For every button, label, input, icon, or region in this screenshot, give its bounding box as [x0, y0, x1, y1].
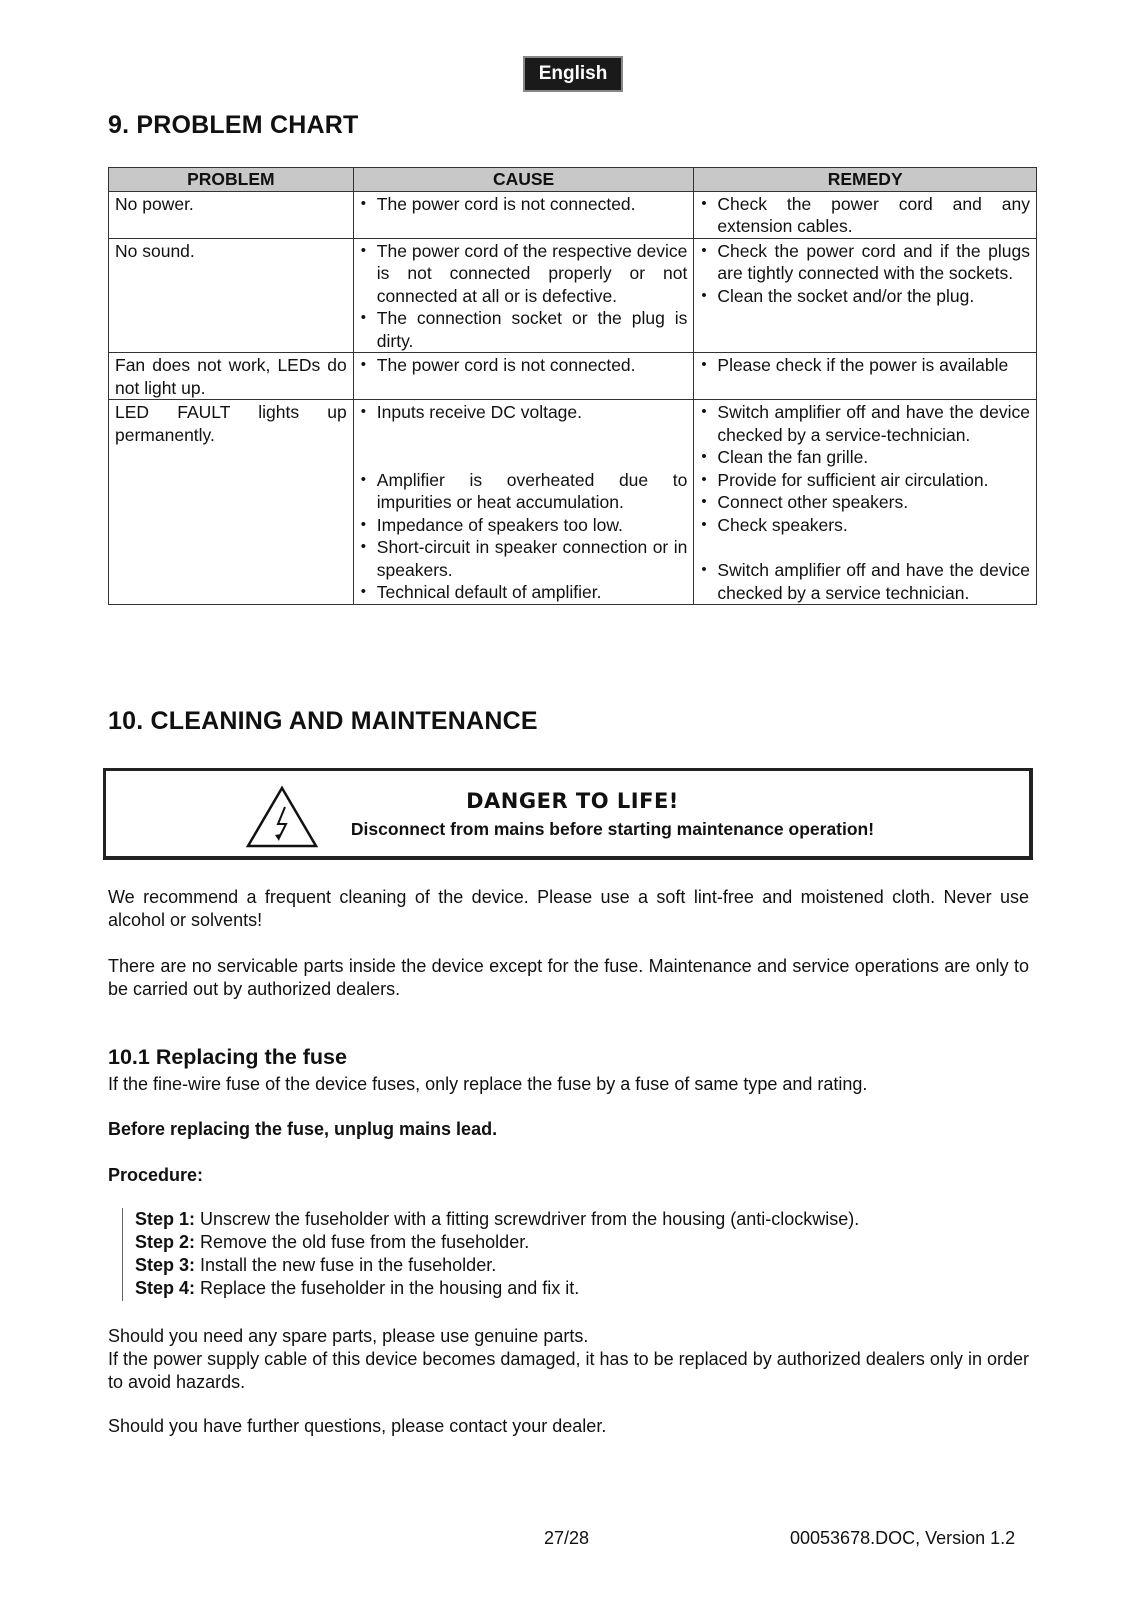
remedy-cell — [694, 353, 1037, 400]
step-label: Step 4: — [135, 1278, 196, 1298]
danger-title: DANGER TO LIFE! — [466, 789, 679, 813]
cause-cell — [353, 400, 694, 605]
table-header-row — [109, 168, 1037, 192]
problem-chart-table — [108, 167, 1037, 605]
step-item — [135, 1277, 1002, 1300]
cause-item: • The power cord is not connected. — [360, 193, 688, 216]
table-row — [109, 353, 1037, 400]
problem-cell: Fan does not work, LEDs do not light up. — [109, 353, 354, 400]
step-text: Remove the old fuse from the fuseholder. — [195, 1232, 530, 1252]
remedy-item: • Please check if the power is available — [700, 354, 1030, 377]
cause-item: • Technical default of amplifier. — [360, 581, 688, 604]
step-text: Unscrew the fuseholder with a fitting screwdriver from the housing (anti-clockwise). — [195, 1209, 860, 1229]
table-row — [109, 191, 1037, 238]
step-label: Step 3: — [135, 1255, 196, 1275]
procedure-label: Procedure: — [108, 1165, 204, 1185]
remedy-item: • Check the power cord and if the plugs are tightly connected with the sockets. — [700, 240, 1030, 285]
cleaning-paragraph: We recommend a frequent cleaning of the device. Please use a soft lint-free and moistened cloth. Never use alcohol or solvents! — [108, 887, 1029, 930]
problem-cell: LED FAULT lights up permanently. — [109, 400, 354, 605]
cause-cell — [353, 238, 694, 353]
fuse-intro: If the fine-wire fuse of the device fuses, only replace the fuse by a fuse of same type and rating. — [108, 1074, 868, 1094]
danger-warning-box — [103, 768, 1033, 860]
remedy-item: • Clean the socket and/or the plug. — [700, 285, 1030, 308]
power-cable-line: If the power supply cable of this device becomes damaged, it has to be replaced by authorized dealers only in order to avoid hazards. — [108, 1349, 1029, 1392]
language-badge: English — [523, 56, 623, 92]
remedy-item: • Provide for sufficient air circulation. — [700, 469, 1030, 492]
cause-cell — [353, 191, 694, 238]
cause-item: • The power cord of the respective device is not connected properly or not connected at all or is defective. — [360, 240, 688, 308]
problem-cell: No sound. — [109, 238, 354, 353]
fuse-heading: 10.1 Replacing the fuse — [108, 1045, 347, 1069]
problem-cell: No power. — [109, 191, 354, 238]
cause-item: • Impedance of speakers too low. — [360, 514, 688, 537]
remedy-item: • Check the power cord and any extension cables. — [700, 193, 1030, 238]
lightning-warning-icon — [245, 785, 319, 849]
procedure-steps — [122, 1208, 1002, 1301]
service-paragraph: There are no servicable parts inside the device except for the fuse. Maintenance and service operations are only to be carried out by authorized dealers. — [108, 956, 1029, 999]
step-item — [135, 1208, 1002, 1231]
spare-parts-line: Should you need any spare parts, please use genuine parts. — [108, 1326, 589, 1346]
page-number: 27/28 — [544, 1528, 590, 1548]
cause-item: • Amplifier is overheated due to impurities or heat accumulation. — [360, 469, 688, 514]
remedy-item: • Switch amplifier off and have the device checked by a service technician. — [700, 559, 1030, 604]
cause-item: • The power cord is not connected. — [360, 354, 688, 377]
questions-paragraph: Should you have further questions, please contact your dealer. — [108, 1416, 607, 1436]
step-item — [135, 1231, 1002, 1254]
cause-item: • Short-circuit in speaker connection or in speakers. — [360, 536, 688, 581]
step-item — [135, 1254, 1002, 1277]
remedy-item: • Connect other speakers. — [700, 491, 1030, 514]
step-text: Install the new fuse in the fuseholder. — [195, 1255, 497, 1275]
column-header-problem: PROBLEM — [109, 168, 354, 192]
step-label: Step 1: — [135, 1209, 196, 1229]
remedy-cell — [694, 191, 1037, 238]
table-row — [109, 400, 1037, 605]
step-text: Replace the fuseholder in the housing and fix it. — [195, 1278, 580, 1298]
remedy-cell — [694, 400, 1037, 605]
danger-text: Disconnect from mains before starting maintenance operation! — [350, 819, 875, 839]
table-row — [109, 238, 1037, 353]
cause-item: • The connection socket or the plug is dirty. — [360, 307, 688, 352]
spare-parts-paragraph — [108, 1325, 1029, 1394]
step-label: Step 2: — [135, 1232, 196, 1252]
remedy-item: • Check speakers. — [700, 514, 1030, 537]
column-header-remedy: REMEDY — [694, 168, 1037, 192]
remedy-item: • Clean the fan grille. — [700, 446, 1030, 469]
column-header-cause: CAUSE — [353, 168, 694, 192]
document-version: 00053678.DOC, Version 1.2 — [790, 1528, 1016, 1548]
cause-item: • Inputs receive DC voltage. — [360, 401, 688, 424]
cause-cell — [353, 353, 694, 400]
fuse-warning: Before replacing the fuse, unplug mains lead. — [108, 1119, 498, 1139]
remedy-cell — [694, 238, 1037, 353]
problem-chart-heading: 9. PROBLEM CHART — [108, 111, 359, 139]
cleaning-heading: 10. CLEANING AND MAINTENANCE — [108, 707, 538, 735]
remedy-item: • Switch amplifier off and have the device checked by a service-technician. — [700, 401, 1030, 446]
